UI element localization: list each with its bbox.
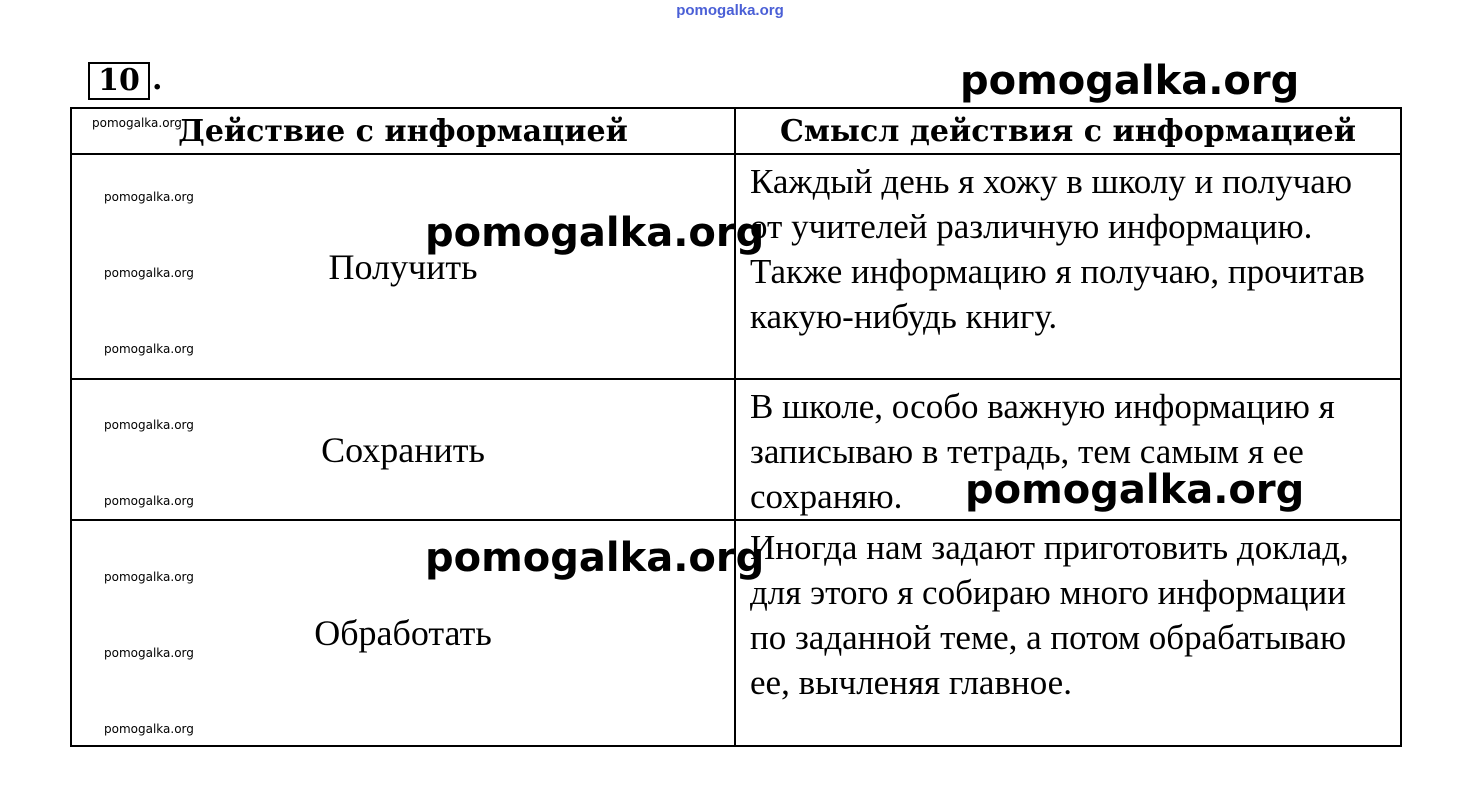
watermark-small: pomogalka.org	[104, 342, 194, 356]
task-number: 10	[88, 62, 150, 100]
header-meaning: Смысл действия с информацией	[735, 108, 1401, 154]
table-row	[71, 154, 1401, 379]
meaning-cell: Иногда нам задают приготовить доклад, для этого я собираю много информации по заданной теме, а потом обрабатываю ее, вычленяя главное.	[735, 520, 1401, 746]
watermark-small: pomogalka.org	[104, 266, 194, 280]
watermark-small: pomogalka.org	[104, 570, 194, 584]
header-action: Действие с информацией	[71, 108, 735, 154]
watermark-small: pomogalka.org	[92, 116, 182, 130]
watermark-small: pomogalka.org	[104, 646, 194, 660]
watermark-large: pomogalka.org	[425, 210, 765, 256]
meaning-cell: Каждый день я хожу в школу и получаю от учителей различную информацию. Также информацию я получаю, прочитав какую-нибудь книгу.	[735, 154, 1401, 379]
watermark-small: pomogalka.org	[104, 190, 194, 204]
action-cell: Получить	[71, 154, 735, 379]
watermark-small: pomogalka.org	[104, 722, 194, 736]
action-cell: Сохранить	[71, 379, 735, 520]
task-number-dot: .	[152, 62, 163, 97]
watermark-small: pomogalka.org	[104, 494, 194, 508]
top-watermark: pomogalka.org	[676, 2, 784, 19]
table-header-row	[71, 108, 1401, 154]
action-cell: Обработать	[71, 520, 735, 746]
watermark-large: pomogalka.org	[965, 467, 1305, 513]
watermark-small: pomogalka.org	[104, 418, 194, 432]
watermark-large: pomogalka.org	[960, 58, 1300, 104]
info-actions-table	[70, 107, 1402, 747]
watermark-large: pomogalka.org	[425, 535, 765, 581]
meaning-cell: В школе, особо важную информацию я записываю в тетрадь, тем самым я ее сохраняю.	[735, 379, 1401, 520]
